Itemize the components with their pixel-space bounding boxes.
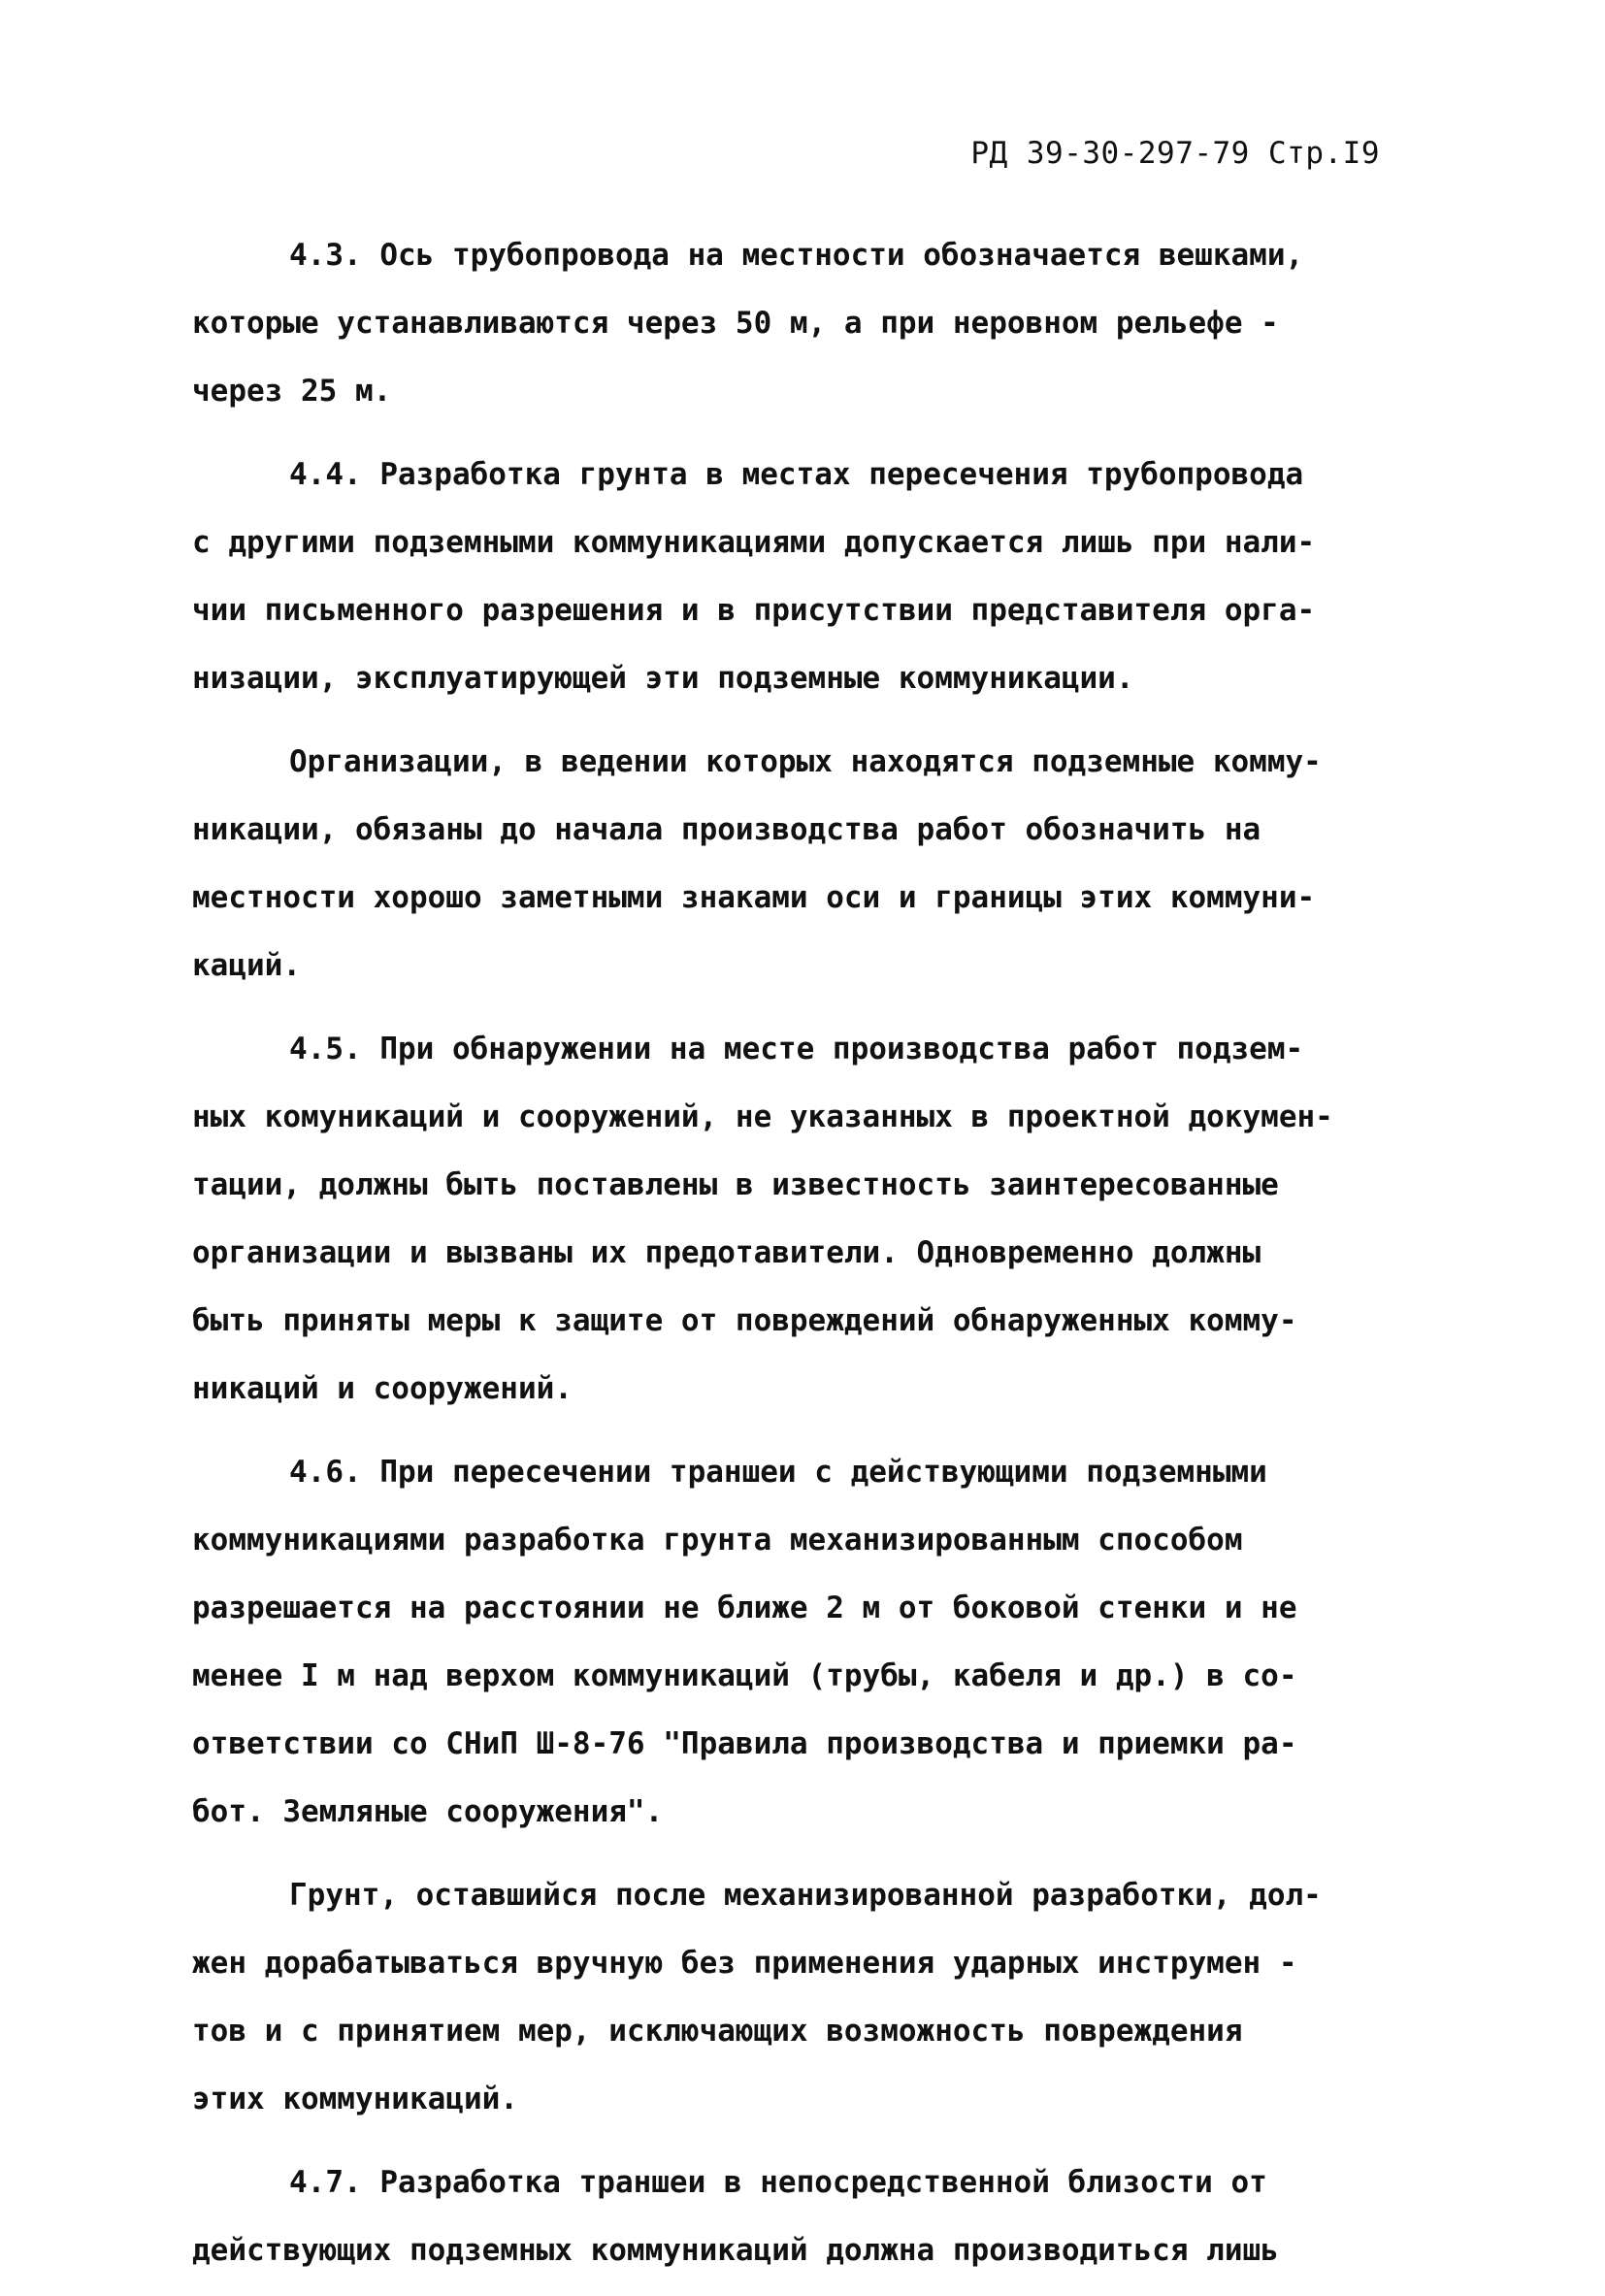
text-line: 4.5. При обнаружении на месте производства работ подзем- (289, 1032, 1304, 1066)
text-line: которые устанавливаются через 50 м, а при неровном рельефе - (192, 306, 1279, 341)
text-line: коммуникациями разработка грунта механизированным способом (192, 1523, 1243, 1558)
text-line: ных комуникаций и сооружений, не указанных в проектной докумен- (192, 1099, 1333, 1134)
text-line: никаций и сооружений. (192, 1371, 573, 1406)
text-line: 4.3. Ось трубопровода на местности обозначается вешками, (289, 238, 1304, 273)
text-line: 4.4. Разработка грунта в местах пересечения трубопровода (289, 457, 1304, 492)
text-line: каций. (192, 948, 301, 983)
text-line: действующих подземных коммуникаций должна производиться лишь (192, 2233, 1279, 2268)
paragraph-4-7 (192, 2148, 1395, 2284)
text-line: тов и с принятием мер, исключающих возможность повреждения (192, 2014, 1243, 2049)
paragraph-4-3 (192, 221, 1395, 425)
text-line: Грунт, оставшийся после механизированной разработки, дол- (289, 1878, 1322, 1913)
text-line: этих коммуникаций. (192, 2082, 518, 2116)
text-line: с другими подземными коммуникациями допускается лишь при нали- (192, 525, 1316, 560)
text-line: местности хорошо заметными знаками оси и границы этих коммуни- (192, 880, 1316, 915)
text-line: организации и вызваны их предотавители. Одновременно должны (192, 1235, 1261, 1270)
text-line: низации, эксплуатирующей эти подземные коммуникации. (192, 661, 1134, 696)
paragraph-4-5 (192, 1015, 1395, 1423)
text-line: менее I м над верхом коммуникаций (трубы, кабеля и др.) в со- (192, 1658, 1297, 1693)
text-line: Организации, в ведении которых находятся подземные комму- (289, 744, 1322, 779)
text-line: 4.6. При пересечении траншеи с действующими подземными (289, 1455, 1267, 1490)
paragraph-4-6-soil (192, 1861, 1395, 2133)
text-line: жен дорабатываться вручную без применения ударных инструмен - (192, 1946, 1297, 1981)
paragraph-4-4-organizations (192, 728, 1395, 1000)
text-line: бот. Земляные сооружения". (192, 1794, 664, 1829)
text-line: быть приняты меры к защите от повреждений обнаруженных комму- (192, 1303, 1297, 1338)
text-line: никации, обязаны до начала производства работ обозначить на (192, 812, 1261, 847)
text-line: 4.7. Разработка траншеи в непосредственной близости от (289, 2165, 1267, 2200)
text-line: разрешается на расстоянии не ближе 2 м от боковой стенки и не (192, 1591, 1297, 1625)
text-line: чии письменного разрешения и в присутствии представителя орга- (192, 593, 1316, 628)
paragraph-4-4 (192, 441, 1395, 712)
page-header: РД 39-30-297-79 Стр.I9 (970, 136, 1380, 171)
document-body (192, 221, 1395, 2284)
text-line: через 25 м. (192, 374, 392, 409)
text-line: тации, должны быть поставлены в известность заинтересованные (192, 1167, 1279, 1202)
paragraph-4-6 (192, 1438, 1395, 1846)
text-line: ответствии со СНиП Ш-8-76 "Правила производства и приемки ра- (192, 1726, 1297, 1761)
